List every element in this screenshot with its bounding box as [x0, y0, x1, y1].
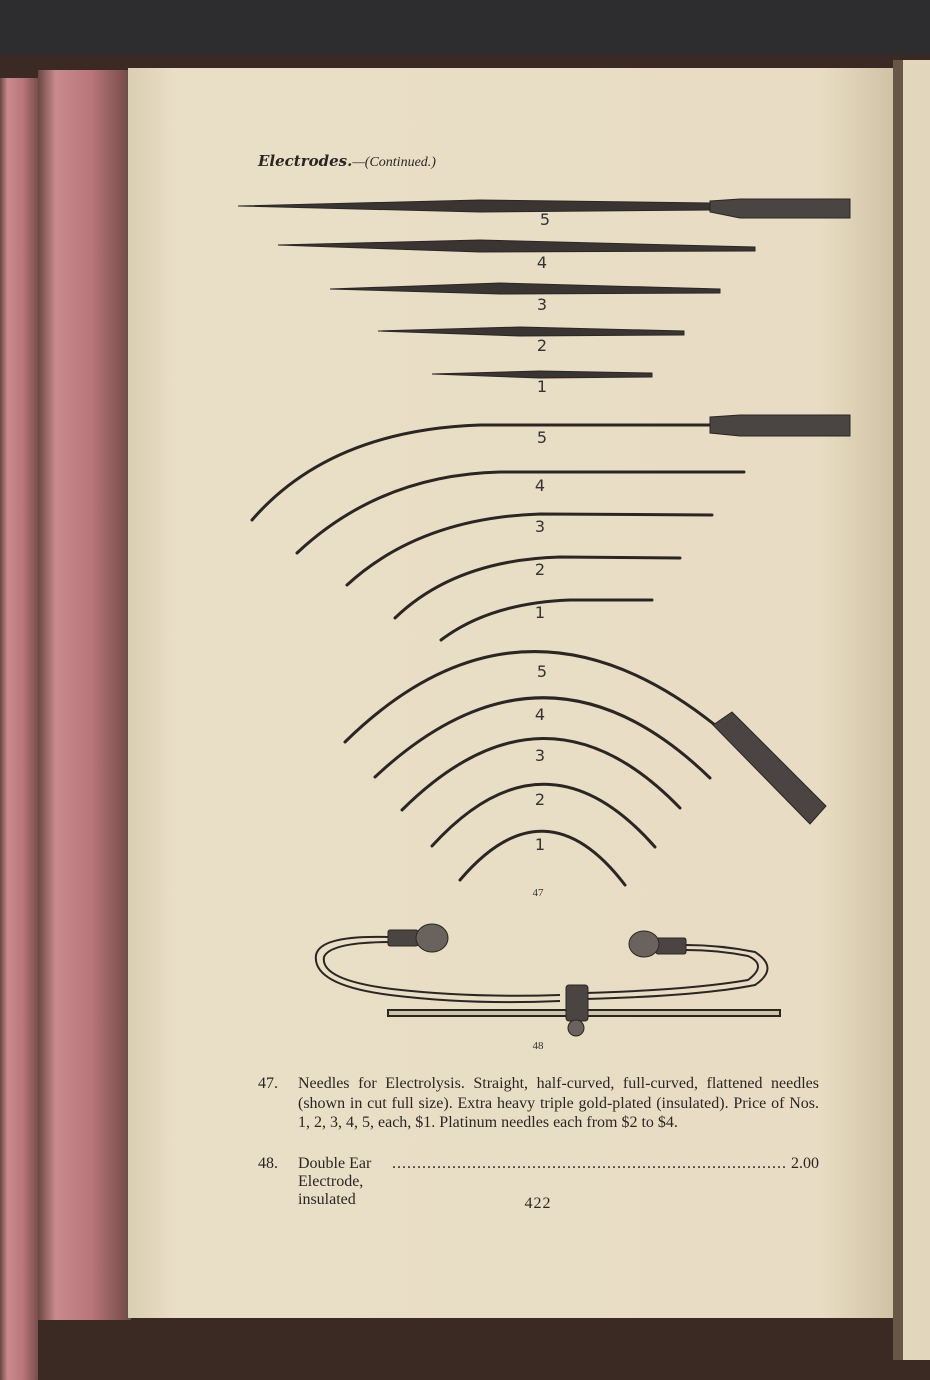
half-curved-label-2: 2	[534, 560, 546, 579]
item-48-number: 48.	[258, 1155, 278, 1172]
figure-47-number: 47	[532, 887, 544, 899]
heading-title: Electrodes.	[258, 152, 353, 170]
full-curved-label-5: 5	[536, 662, 548, 681]
heading-continued: —(Continued.)	[352, 155, 436, 170]
straight-label-4: 4	[536, 253, 548, 272]
straight-label-3: 3	[536, 295, 548, 314]
half-curved-label-5: 5	[536, 428, 548, 447]
item-47-text: Needles for Electrolysis. Straight, half-curved, full-curved, flattened needles (shown in cut full size). Extra heavy triple gold-plated (insulated). Price of Nos. 1, 2, 3, 4, 5, each, $1. Platinum needles each from $2 to $4.	[298, 1075, 819, 1131]
full-curved-label-1: 1	[534, 835, 546, 854]
item-48-text: Double Ear Electrode, insulated	[298, 1155, 372, 1208]
straight-label-1: 1	[536, 377, 548, 396]
full-curved-label-4: 4	[534, 705, 546, 724]
full-curved-label-3: 3	[534, 746, 546, 765]
half-curved-label-4: 4	[534, 476, 546, 495]
page-number: 422	[524, 1195, 552, 1212]
item-47-description	[258, 1074, 819, 1133]
item-48-price: 2.00	[791, 1155, 819, 1172]
figure-48-number: 48	[532, 1040, 544, 1052]
straight-label-2: 2	[536, 336, 548, 355]
item-47-number: 47.	[258, 1075, 278, 1092]
full-curved-label-2: 2	[534, 790, 546, 809]
straight-label-5: 5	[539, 210, 551, 229]
item-48-leader: ...............................................................................	[392, 1155, 787, 1172]
half-curved-label-3: 3	[534, 517, 546, 536]
half-curved-label-1: 1	[534, 603, 546, 622]
